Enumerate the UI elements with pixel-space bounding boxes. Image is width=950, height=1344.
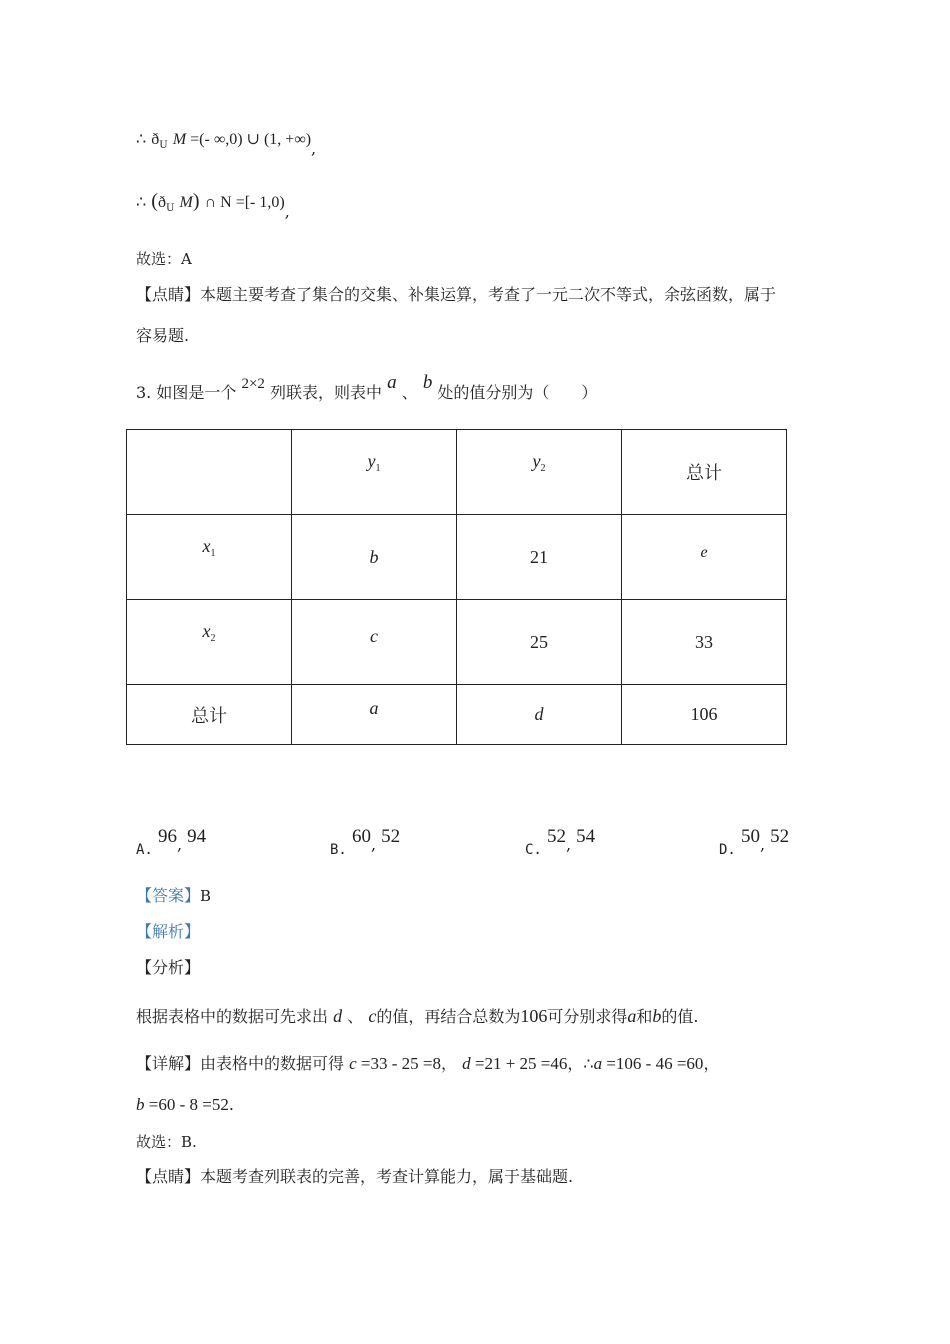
cell-a: a <box>292 685 457 745</box>
option-value-1: 96 <box>157 826 177 847</box>
note-1-cont: 容易题. <box>136 326 190 345</box>
right-paren: ) <box>192 190 200 212</box>
formula-intersection <box>136 190 290 220</box>
subscript-u: U <box>165 203 175 214</box>
option-value-2: 52 <box>381 826 401 847</box>
therefore-symbol: ∴ <box>136 131 147 148</box>
option-a[interactable]: A. 96, 94 <box>136 826 207 858</box>
set-m: M <box>172 131 187 148</box>
formula-complement <box>136 128 316 157</box>
cell-c: c <box>292 600 457 685</box>
complement-symbol: ð <box>157 194 166 211</box>
question-prefix: 3. 如图是一个 <box>136 383 237 402</box>
option-value-1: 52 <box>546 826 566 847</box>
cell-b: b <box>292 515 457 600</box>
cell-21: 21 <box>457 515 622 600</box>
analysis-tag: 【解析】 <box>136 922 201 941</box>
option-value-2: 52 <box>770 826 790 847</box>
answer-line <box>136 885 211 907</box>
note-1 <box>136 284 776 306</box>
table-row <box>127 430 787 515</box>
table-row <box>127 685 787 745</box>
row-total: 总计 <box>127 685 292 745</box>
option-d[interactable]: D. 50, 52 <box>719 826 790 858</box>
table-row <box>127 515 787 600</box>
comma: , <box>284 202 290 221</box>
detail-tag: 【详解】 <box>136 1054 201 1073</box>
answer-tag: 【答案】 <box>136 886 201 905</box>
option-value-1: 50 <box>740 826 760 847</box>
row-x1: $x_1$ <box>127 515 292 600</box>
complement-symbol: ð <box>151 131 160 148</box>
note-text: 本题考查列联表的完善，考查计算能力，属于基础题. <box>200 1167 574 1186</box>
detail-line-1: 【详解】由表格中的数据可得 c =33 - 25 =8， d =21 + 25 =46，∴a =106 - 46 =60， <box>136 1054 720 1073</box>
option-c[interactable]: C. 52, 54 <box>525 826 596 858</box>
comma: , <box>311 139 317 158</box>
cell-25: 25 <box>457 600 622 685</box>
note-text: 本题主要考查了集合的交集、补集运算，考查了一元二次不等式，余弦函数，属于 <box>200 285 777 304</box>
cell-d: d <box>457 685 622 745</box>
set-m: M <box>179 194 193 211</box>
cell-33: 33 <box>622 600 787 685</box>
cell-e: e <box>622 515 787 600</box>
header-y2: $y_2$ <box>457 430 622 515</box>
choice-line-2: 故选：B. <box>136 1133 197 1151</box>
header-total: 总计 <box>622 430 787 515</box>
fenxi-text: 根据表格中的数据可先求出 d 、 c的值，再结合总数为106可分别求得a和b的值. <box>136 1006 699 1026</box>
option-label: C. <box>525 842 542 858</box>
var-a: a <box>387 372 397 393</box>
question-mid: 列联表，则表中 <box>270 383 383 402</box>
question-3 <box>136 372 598 405</box>
table-row <box>127 600 787 685</box>
option-label: D. <box>719 842 736 858</box>
contingency-table <box>126 429 787 745</box>
formula-rest: =(- ∞,0) ∪ (1, +∞) <box>186 131 312 148</box>
separator: 、 <box>401 383 418 402</box>
option-value-2: 54 <box>576 826 596 847</box>
note-tag: 【点睛】 <box>136 285 201 304</box>
option-value-2: 94 <box>187 826 207 847</box>
fenxi-tag: 【分析】 <box>136 958 201 977</box>
row-x2: $x_2$ <box>127 600 292 685</box>
left-paren: ( <box>151 190 158 212</box>
table-size: 2×2 <box>241 376 265 392</box>
detail-line-2: b =60 - 8 =52. <box>136 1095 234 1114</box>
option-label: A. <box>136 842 153 858</box>
option-b[interactable]: B. 60, 52 <box>330 826 401 858</box>
note-2 <box>136 1166 573 1188</box>
table-cell-empty <box>127 430 292 515</box>
option-value-1: 60 <box>351 826 371 847</box>
header-y1: $y_1$ <box>292 430 457 515</box>
formula-rest: ∩ N =[- 1,0) <box>204 194 285 211</box>
subscript-u: U <box>159 140 168 151</box>
var-b: b <box>422 372 433 393</box>
choice-line-1: 故选：A <box>136 250 192 268</box>
question-suffix: 处的值分别为（ ） <box>437 383 598 402</box>
note-tag: 【点睛】 <box>136 1167 201 1186</box>
therefore-symbol: ∴ <box>136 194 147 211</box>
answer-value: B <box>200 887 212 905</box>
cell-106: 106 <box>622 685 787 745</box>
option-label: B. <box>330 842 347 858</box>
